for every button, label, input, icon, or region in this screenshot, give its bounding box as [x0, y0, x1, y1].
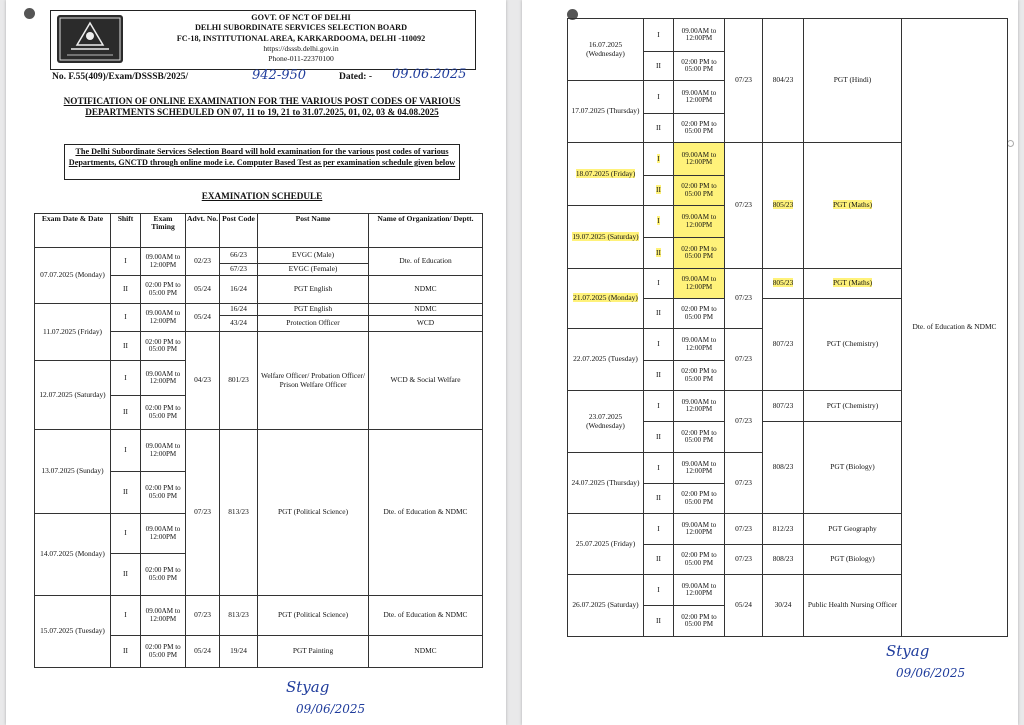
shift: II	[644, 299, 674, 329]
exam-date: 17.07.2025 (Thursday)	[568, 81, 644, 143]
post-code: 804/23	[763, 19, 804, 143]
advt-no: 07/23	[725, 19, 763, 143]
notification-title: NOTIFICATION OF ONLINE EXAMINATION FOR THE VARIOUS POST CODES OF VARIOUS DEPARTMENTS SCHEDULED ON 07, 11 to 19, 21 to 31.07.2025, 01, 02, 03 & 04.08.2025	[63, 96, 461, 117]
exam-date: 07.07.2025 (Monday)	[35, 248, 111, 304]
schedule-table-part-2	[567, 18, 1008, 637]
exam-date	[568, 269, 644, 329]
exam-timing: 09.00AM to 12:00PM	[674, 269, 725, 299]
exam-timing: 09.00AM to 12:00PM	[674, 453, 725, 484]
exam-timing: 02:00 PM to 05:00 PM	[674, 361, 725, 391]
board-website: https://dsssb.delhi.gov.in	[263, 43, 339, 53]
exam-timing: 09.00AM to 12:00PM	[141, 304, 186, 332]
reference-number: No. F.55(409)/Exam/DSSSB/2025/	[52, 72, 189, 82]
shift: II	[644, 422, 674, 453]
shift: I	[111, 430, 141, 472]
exam-timing: 02:00 PM to 05:00 PM	[141, 636, 186, 668]
advt-no: 07/23	[725, 329, 763, 391]
exam-timing: 02:00 PM to 05:00 PM	[141, 332, 186, 361]
col-header: Shift	[111, 214, 141, 248]
exam-date: 12.07.2025 (Saturday)	[35, 361, 111, 430]
board-name: DELHI SUBORDINATE SERVICES SELECTION BOARD	[194, 23, 408, 33]
exam-date: 14.07.2025 (Monday)	[35, 514, 111, 596]
post-code: 16/24	[220, 276, 258, 304]
table-row	[35, 304, 483, 316]
advt-no: 05/24	[725, 575, 763, 637]
exam-timing: 02:00 PM to 05:00 PM	[674, 422, 725, 453]
exam-timing: 09.00AM to 12:00PM	[674, 575, 725, 606]
signature-date: 09/06/2025	[296, 702, 366, 716]
exam-timing: 02:00 PM to 05:00 PM	[674, 299, 725, 329]
exam-date: 16.07.2025 (Wednesday)	[568, 19, 644, 81]
notification-page-1	[6, 0, 506, 725]
exam-timing: 09.00AM to 12:00PM	[141, 361, 186, 396]
post-name: PGT English	[258, 276, 369, 304]
exam-timing: 02:00 PM to 05:00 PM	[674, 606, 725, 637]
exam-date: 26.07.2025 (Saturday)	[568, 575, 644, 637]
shift: II	[644, 52, 674, 81]
exam-timing: 02:00 PM to 05:00 PM	[674, 545, 725, 575]
post-name: PGT (Chemistry)	[804, 299, 902, 391]
exam-timing: 02:00 PM to 05:00 PM	[674, 484, 725, 514]
post-code: 43/24	[220, 316, 258, 332]
exam-timing: 09.00AM to 12:00PM	[141, 596, 186, 636]
table-row	[35, 430, 483, 472]
post-name: Welfare Officer/ Probation Officer/ Prison Welfare Officer	[258, 332, 369, 430]
signature-block-2	[878, 642, 998, 690]
post-code: 813/23	[220, 596, 258, 636]
post-code: 808/23	[763, 422, 804, 514]
board-phone: Phone-011-22370100	[268, 54, 334, 64]
shift	[644, 176, 674, 206]
shift: II	[644, 114, 674, 143]
post-name: PGT Geography	[804, 514, 902, 545]
col-header: Advt. No.	[186, 214, 220, 248]
exam-date	[568, 143, 644, 206]
schedule-heading: EXAMINATION SCHEDULE	[201, 191, 323, 201]
organization: WCD	[369, 316, 483, 332]
exam-timing: 09.00AM to 12:00PM	[674, 143, 725, 176]
dsssb-emblem-icon	[57, 15, 123, 63]
exam-timing: 09.00AM to 12:00PM	[141, 514, 186, 554]
organization: Dte. of Education	[369, 248, 483, 276]
organization: WCD & Social Welfare	[369, 332, 483, 430]
post-code	[763, 269, 804, 299]
highlighted-date: 21.07.2025 (Monday)	[573, 293, 638, 303]
col-header: Name of Organization/ Deptt.	[369, 214, 483, 248]
post-name: PGT (Hindi)	[804, 19, 902, 143]
shift	[644, 143, 674, 176]
post-code: 66/23	[220, 248, 258, 264]
exam-timing: 02:00 PM to 05:00 PM	[141, 396, 186, 430]
organization: NDMC	[369, 636, 483, 668]
advt-no: 07/23	[725, 453, 763, 514]
shift: II	[111, 472, 141, 514]
shift: II	[644, 361, 674, 391]
highlighted-shift: II	[656, 185, 661, 195]
shift: I	[111, 596, 141, 636]
shift	[644, 238, 674, 269]
exam-timing: 09.00AM to 12:00PM	[674, 514, 725, 545]
advt-no: 07/23	[725, 514, 763, 545]
highlighted-shift: I	[657, 153, 660, 163]
exam-timing: 09.00AM to 12:00PM	[674, 391, 725, 422]
shift: I	[644, 19, 674, 52]
shift: I	[644, 329, 674, 361]
exam-timing: 02:00 PM to 05:00 PM	[141, 276, 186, 304]
shift: I	[644, 453, 674, 484]
shift: II	[111, 332, 141, 361]
highlighted-shift: II	[656, 247, 661, 257]
exam-timing: 09.00AM to 12:00PM	[674, 206, 725, 238]
col-header: Post Name	[258, 214, 369, 248]
exam-timing: 02:00 PM to 05:00 PM	[141, 472, 186, 514]
schedule-table-part-1	[34, 213, 483, 668]
exam-date: 24.07.2025 (Thursday)	[568, 453, 644, 514]
shift: I	[111, 361, 141, 396]
exam-date	[568, 206, 644, 269]
organization: NDMC	[369, 304, 483, 316]
advt-no: 07/23	[725, 391, 763, 453]
exam-timing: 09.00AM to 12:00PM	[674, 81, 725, 114]
exam-timing: 02:00 PM to 05:00 PM	[674, 176, 725, 206]
highlighted-shift: I	[657, 216, 660, 226]
post-name: PGT Painting	[258, 636, 369, 668]
organization: Dte. of Education & NDMC	[369, 430, 483, 596]
post-code: 16/24	[220, 304, 258, 316]
exam-date: 11.07.2025 (Friday)	[35, 304, 111, 361]
table-row	[35, 248, 483, 264]
post-code	[763, 143, 804, 269]
signature: Styag	[886, 642, 930, 660]
handwritten-date: 09.06.2025	[392, 67, 467, 82]
exam-timing: 02:00 PM to 05:00 PM	[674, 114, 725, 143]
shift: II	[111, 396, 141, 430]
exam-date: 22.07.2025 (Tuesday)	[568, 329, 644, 391]
post-code: 808/23	[763, 545, 804, 575]
punch-mark-icon	[1007, 140, 1014, 147]
exam-timing: 09.00AM to 12:00PM	[141, 430, 186, 472]
letterhead	[50, 10, 476, 70]
advt-no: 05/24	[186, 636, 220, 668]
post-code: 812/23	[763, 514, 804, 545]
exam-timing: 02:00 PM to 05:00 PM	[674, 238, 725, 269]
post-code: 807/23	[763, 299, 804, 391]
signature: Styag	[286, 678, 330, 696]
post-name: Public Health Nursing Officer	[804, 575, 902, 637]
advt-no: 07/23	[186, 430, 220, 596]
shift: I	[111, 248, 141, 276]
highlighted-date: 18.07.2025 (Friday)	[575, 168, 636, 178]
advt-no: 07/23	[186, 596, 220, 636]
shift	[644, 206, 674, 238]
govt-line: GOVT. OF NCT OF DELHI	[251, 13, 351, 22]
table-header-row	[35, 214, 483, 248]
post-code: 67/23	[220, 264, 258, 276]
exam-date: 15.07.2025 (Tuesday)	[35, 596, 111, 668]
advt-no: 07/23	[725, 269, 763, 329]
shift: II	[644, 484, 674, 514]
signature-date: 09/06/2025	[896, 666, 966, 680]
shift: I	[111, 304, 141, 332]
exam-timing: 09.00AM to 12:00PM	[674, 19, 725, 52]
post-code: 807/23	[763, 391, 804, 422]
post-name: PGT (Biology)	[804, 545, 902, 575]
advt-no: 05/24	[186, 276, 220, 304]
post-name: EVGC (Female)	[258, 264, 369, 276]
exam-timing: 02:00 PM to 05:00 PM	[141, 554, 186, 596]
shift: I	[644, 81, 674, 114]
post-code: 801/23	[220, 332, 258, 430]
advt-no: 02/23	[186, 248, 220, 276]
binder-hole-icon	[24, 8, 35, 19]
organization: Dte. of Education & NDMC	[902, 19, 1008, 637]
shift: II	[111, 554, 141, 596]
post-name	[804, 269, 902, 299]
highlighted-code: 805/23	[772, 200, 794, 210]
advt-no: 05/24	[186, 304, 220, 332]
post-name: EVGC (Male)	[258, 248, 369, 264]
table-row	[35, 596, 483, 636]
table-row	[568, 19, 1008, 52]
exam-timing: 09.00AM to 12:00PM	[141, 248, 186, 276]
post-name: Protection Officer	[258, 316, 369, 332]
highlighted-code: 805/23	[772, 278, 794, 288]
exam-date: 23.07.2025 (Wednesday)	[568, 391, 644, 453]
col-header: Post Code	[220, 214, 258, 248]
post-code: 19/24	[220, 636, 258, 668]
exam-date: 25.07.2025 (Friday)	[568, 514, 644, 575]
post-name: PGT (Political Science)	[258, 430, 369, 596]
post-name: PGT (Political Science)	[258, 596, 369, 636]
highlighted-post: PGT (Maths)	[832, 278, 873, 288]
highlighted-date: 19.07.2025 (Saturday)	[572, 231, 639, 241]
shift: II	[644, 606, 674, 637]
post-name: PGT (Chemistry)	[804, 391, 902, 422]
exam-timing: 02:00 PM to 05:00 PM	[674, 52, 725, 81]
signature-block-1	[276, 678, 386, 724]
post-code: 30/24	[763, 575, 804, 637]
dated-label: Dated: -	[339, 72, 372, 82]
advt-no: 07/23	[725, 545, 763, 575]
shift: I	[644, 575, 674, 606]
shift: I	[644, 514, 674, 545]
col-header: Exam Date & Date	[35, 214, 111, 248]
organization: NDMC	[369, 276, 483, 304]
post-name: PGT English	[258, 304, 369, 316]
shift: II	[111, 276, 141, 304]
shift: I	[644, 391, 674, 422]
exam-timing: 09.00AM to 12:00PM	[674, 329, 725, 361]
post-name: PGT (Biology)	[804, 422, 902, 514]
shift: II	[644, 545, 674, 575]
shift: I	[111, 514, 141, 554]
advt-no: 07/23	[725, 143, 763, 269]
advt-no: 04/23	[186, 332, 220, 430]
handwritten-number: 942-950	[252, 68, 307, 83]
post-name	[804, 143, 902, 269]
board-address: FC-18, INSTITUTIONAL AREA, KARKARDOOMA, DELHI -110092	[176, 33, 426, 43]
post-code: 813/23	[220, 430, 258, 596]
organization: Dte. of Education & NDMC	[369, 596, 483, 636]
exam-date: 13.07.2025 (Sunday)	[35, 430, 111, 514]
notice-box: The Delhi Subordinate Services Selection Board will hold examination for the various post codes of various Departments, GNCTD through online mode i.e. Computer Based Test as per examination schedule given below	[64, 144, 460, 180]
shift: I	[644, 269, 674, 299]
shift: II	[111, 636, 141, 668]
highlighted-post: PGT (Maths)	[832, 200, 873, 210]
col-header: Exam Timing	[141, 214, 186, 248]
